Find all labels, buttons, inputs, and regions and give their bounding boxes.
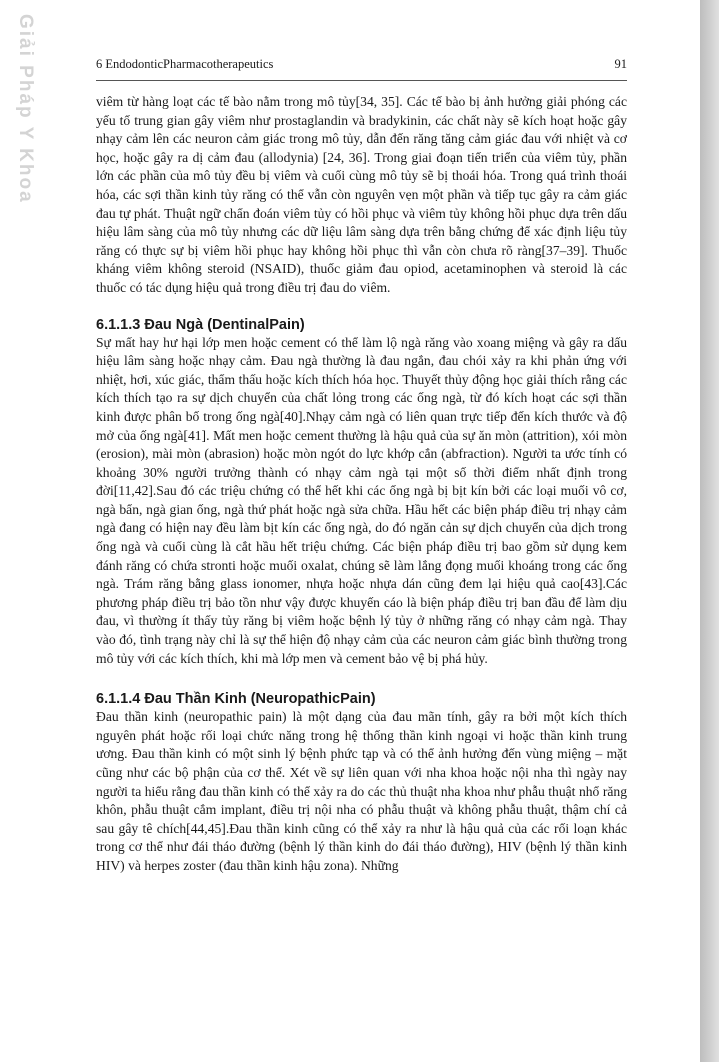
header-divider [96, 80, 627, 81]
section-heading-dentinal-pain: 6.1.1.3 Đau Ngà (DentinalPain) [96, 316, 305, 333]
paragraph-inflammatory-pain: viêm từ hàng loạt các tế bào nằm trong mô tủy[34, 35]. Các tế bào bị ảnh hưởng giải phóng các yếu tố trung gian gây viêm như prostaglandin và bradykinin, các chất này sẽ kích hoạt hoặc gây nhạy cảm lên các neuron cảm giác trong mô tủy, dẫn đến răng tăng cảm giác đau với nhiệt và cơ học, hoặc gây ra dị cảm đau (allodynia) [24, 36]. Trong giai đoạn tiến triển của viêm tủy, phần lớn các phần của mô tủy đều bị viêm và cuối cùng mô tủy sẽ bị thoái hóa. Trong quá trình thoái hóa, các sợi thần kinh tủy răng có thể vẫn còn nguyên vẹn một phần và tiếp tục gây ra cảm giác đau tự phát. Thuật ngữ chẩn đoán viêm tủy có hồi phục và viêm tủy không hồi phục dựa trên dấu hiệu lâm sàng của mô tủy nhưng các dữ liệu lâm sàng dựa trên bằng chứng để xác định liệu tủy răng có thực sự bị viêm hồi phục hay không hồi phục thì vẫn còn chưa rõ ràng[37–39]. Thuốc kháng viêm không steroid (NSAID), thuốc giảm đau opiod, acetaminophen và steroid là các thuốc có tác dụng hiệu quả trong điều trị đau do viêm. [96, 94, 627, 295]
section-heading-neuropathic-pain: 6.1.1.4 Đau Thần Kinh (NeuropathicPain) [96, 691, 376, 708]
paragraph-neuropathic-pain: Đau thần kinh (neuropathic pain) là một dạng của đau mãn tính, gây ra bởi một kích thích nguyên phát hoặc rối loại chức năng trong hệ thống thần kinh ngoại vi hoặc thần kinh trung ương. Đau thần kinh có một sinh lý bệnh phức tạp và có thể ảnh hưởng đến vùng miệng – mặt cũng như các bộ phận của cơ thể. Xét về sự liên quan với nha khoa hoặc nội nha thì ngày nay người ta hiểu rằng đau thần kinh có thể xảy ra do các thủ thuật nha khoa như phẫu thuật nhổ răng khôn, phẫu thuật cắm implant, điều trị nội nha có phẫu thuật và không phẫu thuật, thậm chí cả sau gây tê chích[44,45].Đau thần kinh cũng có thể xảy ra như là hậu quả của các rối loạn khác trong cơ thể như đái tháo đường (bệnh lý thần kinh do đái tháo đường), HIV (bệnh lý thần kinh HIV) và herpes zoster (đau thần kinh hậu zona). Những [96, 709, 627, 873]
chapter-title: 6 EndodonticPharmacotherapeutics [96, 57, 274, 71]
paragraph-dentinal-pain: Sự mất hay hư hại lớp men hoặc cement có thể làm lộ ngà răng vào xoang miệng và gây ra dấu hiệu lâm sàng hoặc nhạy cảm. Đau ngà thường là đau ngắn, đau chói xảy ra khi phản ứng với nhiệt, hơi, xúc giác, thẩm thấu hoặc kích thích hóa học. Thuyết thủy động học giải thích rằng các kích thích tạo ra sự dịch chuyển của chất lỏng trong các ống ngà, từ đó kích hoạt các sợi thần kinh được phân bố trong ống ngà[40].Nhạy cảm ngà có liên quan trực tiếp đến kích thước và độ mở của ống ngà[41]. Mất men hoặc cement thường là hậu quả của sự ăn mòn (attrition), xói mòn (erosion), mài mòn (abrasion) hoặc mòn ngót do lực khớp cắn (abfraction). Người ta ước tính có khoảng 30% người trưởng thành có nhạy cảm ngà tại một số thời điểm nhất định trong đời[11,42].Sau đó các triệu chứng có thể hết khi các ống ngà bị bịt kín bởi các loại muối vô cơ, ngà bẩn, ngà gian ống, ngà thứ phát hoặc ngà sửa chữa. Hầu hết các biện pháp điều trị nhạy cảm ngà đang có hiện nay đều làm bịt kín các ống ngà, do đó ngăn cản sự dịch chuyển của dịch trong ống ngà và cuối cùng là cắt hầu hết triệu chứng. Các biện pháp điều trị bao gồm sử dụng kem đánh răng có chứa stronti hoặc muối oxalat, chúng sẽ làm lắng đọng muối khoáng trong các ống ngà. Trám răng bằng glass ionomer, nhựa hoặc nhựa dán cũng đem lại hiệu quả cao[43].Các phương pháp điều trị bảo tồn như vậy được khuyến cáo là biện pháp điều trị ban đầu để làm dịu đau, vì thường ít thấy tủy răng bị viêm hoặc bệnh lý tủy ở những răng có nhạy cảm ngà. Thay vào đó, tình trạng này chỉ là sự thể hiện độ nhạy cảm của các neuron cảm giác bình thường trong mô tủy với các kích thích, khi mà lớp men và cement bảo vệ bị phá hủy. [96, 334, 627, 666]
running-header [96, 57, 627, 72]
body-text [96, 93, 627, 876]
page-edge-shadow [700, 0, 719, 1062]
watermark: Giải Pháp Y Khoa [15, 14, 36, 204]
page-number: 91 [614, 57, 627, 71]
